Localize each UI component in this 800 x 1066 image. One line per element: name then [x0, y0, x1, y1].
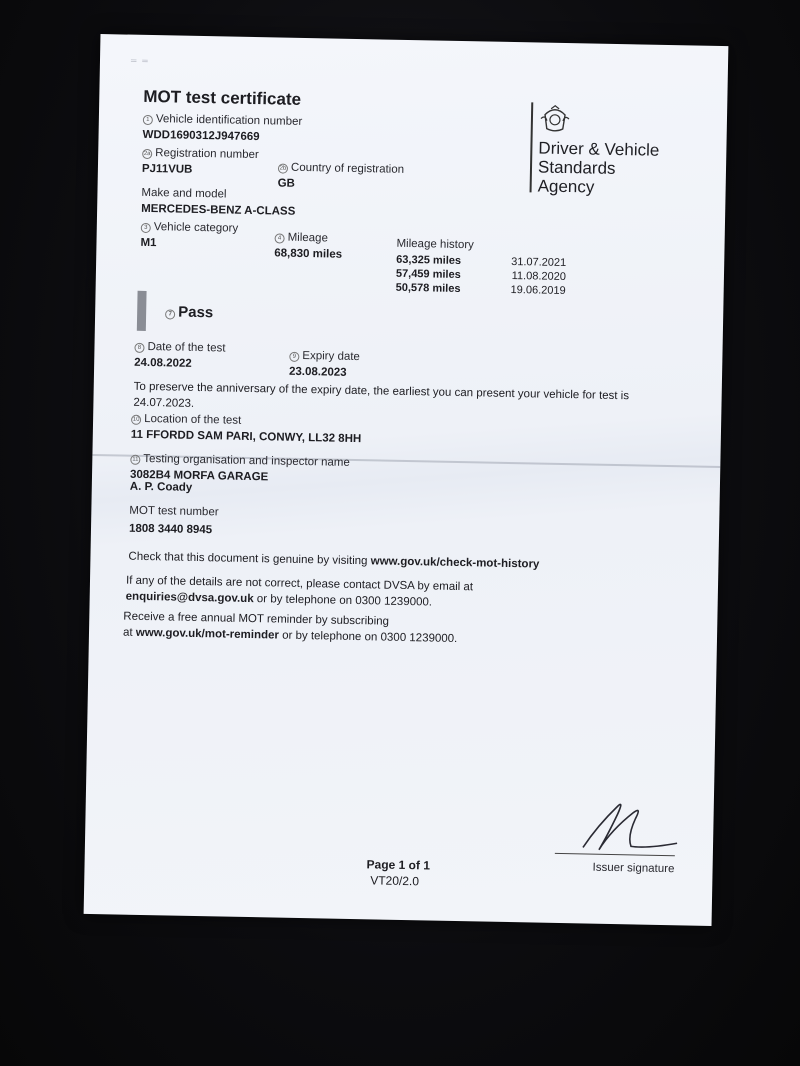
- country-label: 2b Country of registration: [279, 161, 405, 176]
- mileage-history: [396, 254, 567, 297]
- mot-certificate: [84, 34, 729, 926]
- check-genuine-text: [128, 549, 668, 575]
- contact-line: If any of the details are not correct, please contact DVSA by email at: [125, 574, 474, 594]
- category-label: 3 Vehicle category: [141, 221, 239, 235]
- certificate-title: MOT test certificate: [143, 86, 302, 109]
- vin-value: WDD1690312J947669: [142, 128, 260, 144]
- reminder-at: at: [122, 626, 136, 639]
- royal-crest-icon: [539, 104, 572, 138]
- vin-label: 1 Vehicle identification number: [143, 113, 303, 128]
- check-text: Check that this document is genuine by visiting: [128, 550, 371, 568]
- make-value: MERCEDES-BENZ A-CLASS: [141, 202, 296, 218]
- signature-label: Issuer signature: [592, 861, 675, 876]
- inspector-name: A. P. Coady: [129, 480, 193, 494]
- contact-email-link[interactable]: enquiries@dvsa.gov.uk: [125, 590, 254, 606]
- issuer-signature: [577, 795, 688, 862]
- test-date-value: 24.08.2022: [134, 356, 192, 370]
- history-date: 31.07.2021: [511, 255, 567, 270]
- mileage-label: 4 Mileage: [275, 231, 329, 244]
- agency-line: Standards: [537, 157, 616, 178]
- history-date: 11.08.2020: [511, 269, 567, 284]
- page-number: Page 1 of 1: [366, 857, 431, 873]
- history-miles: 57,459 miles: [395, 267, 461, 282]
- registration-label: 2a Registration number: [143, 147, 259, 162]
- country-value: GB: [277, 177, 296, 190]
- agency-divider: [530, 102, 533, 192]
- history-row: [396, 254, 566, 269]
- category-value: M1: [140, 236, 157, 250]
- reminder-line: Receive a free annual MOT reminder by subscribing: [123, 610, 390, 628]
- test-date-label: 8 Date of the test: [134, 341, 225, 355]
- expiry-label: 9 Expiry date: [289, 350, 360, 363]
- history-row: [396, 268, 566, 283]
- history-miles: 50,578 miles: [395, 281, 461, 296]
- test-number-label: MOT test number: [129, 504, 219, 519]
- reminder-text: [123, 609, 664, 651]
- check-mot-link[interactable]: www.gov.uk/check-mot-history: [370, 555, 540, 571]
- reminder-phone-text: or by telephone on 0300 1239000.: [278, 629, 458, 646]
- agency-line: Agency: [537, 176, 595, 197]
- history-row: [396, 282, 566, 297]
- form-code: VT20/2.0: [370, 873, 420, 889]
- test-result: 7 Pass: [165, 303, 213, 321]
- make-label: Make and model: [141, 186, 227, 201]
- test-number-value: 1808 3440 8945: [128, 522, 213, 537]
- expiry-value: 23.08.2023: [288, 365, 347, 379]
- contact-phone-text: or by telephone on 0300 1239000.: [253, 593, 433, 609]
- history-miles: 63,325 miles: [396, 253, 462, 268]
- contact-text: [126, 573, 667, 615]
- pen-mark: ⁼ ⁼: [129, 54, 149, 71]
- location-value: 11 FFORDD SAM PARI, CONWY, LL32 8HH: [130, 428, 362, 446]
- history-date: 19.06.2019: [510, 283, 566, 298]
- agency-name: [537, 138, 659, 197]
- result-marker: [137, 291, 147, 331]
- agency-line: Driver & Vehicle: [538, 138, 660, 160]
- registration-value: PJ11VUB: [141, 162, 193, 176]
- mot-reminder-link[interactable]: www.gov.uk/mot-reminder: [135, 626, 280, 642]
- organisation-label: 11 Testing organisation and inspector name: [132, 452, 350, 469]
- location-label: 10 Location of the test: [132, 412, 242, 427]
- preserve-note: To preserve the anniversary of the expiry date, the earliest you can present your vehicle for test is 24.07.2023.: [133, 380, 630, 410]
- organisation-value: 3082B4 MORFA GARAGE: [129, 468, 269, 484]
- mileage-history-label: Mileage history: [396, 237, 474, 252]
- mileage-value: 68,830 miles: [274, 247, 343, 261]
